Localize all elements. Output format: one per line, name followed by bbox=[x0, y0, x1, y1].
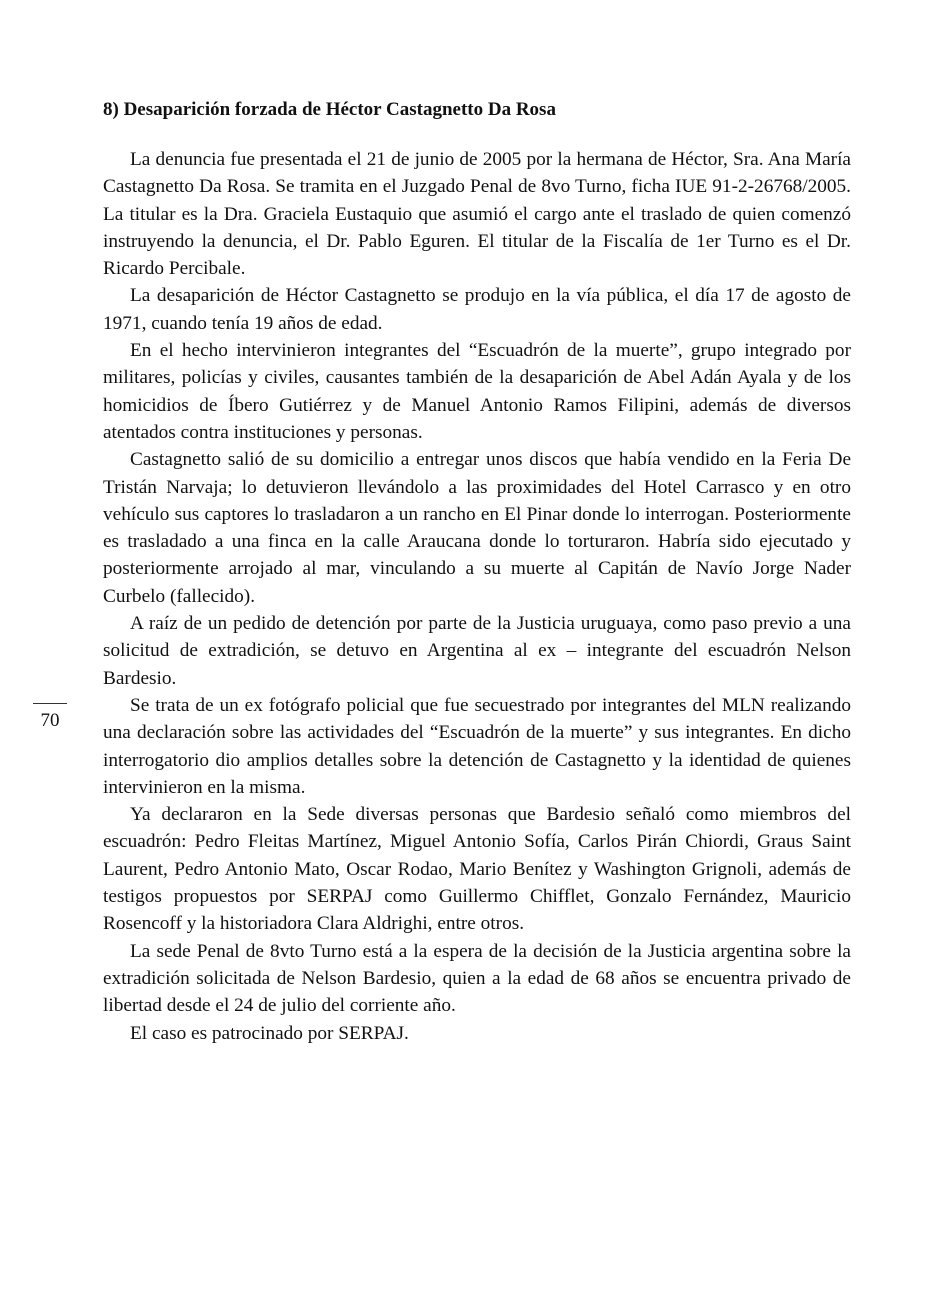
paragraph-1: La denuncia fue presentada el 21 de junio de 2005 por la hermana de Héctor, Sra. Ana María Castagnetto Da Rosa. Se tramita en el Juzgado Penal de 8vo Turno, ficha IUE 91-2-26768/2005. La titular es la Dra. Graciela Eustaquio que asumió el cargo ante el traslado de quien comenzó instruyendo la denuncia, el Dr. Pablo Eguren. El titular de la Fiscalía de 1er Turno es el Dr. Ricardo Percibale. bbox=[103, 149, 851, 280]
paragraph-9: El caso es patrocinado por SERPAJ. bbox=[130, 1022, 409, 1044]
paragraph-4: Castagnetto salió de su domicilio a entregar unos discos que había vendido en la Feria De Tristán Narvaja; lo detuvieron llevándolo a las proximidades del Hotel Carrasco y en otro vehículo sus captores lo trasladaron a un rancho en El Pinar donde lo interrogan. Posteriormente es trasladado a una finca en la calle Araucana donde lo torturaron. Habría sido ejecutado y posteriormente arrojado al mar, vinculando a su muerte al Capitán de Navío Jorge Nader Curbelo (fallecido). bbox=[103, 449, 851, 607]
paragraph-6: Se trata de un ex fotógrafo policial que fue secuestrado por integrantes del MLN realizando una declaración sobre las actividades del “Escuadrón de la muerte” y sus integrantes. En dicho interrogatorio dio amplios detalles sobre la detención de Castagnetto y la identidad de quienes intervinieron en la misma. bbox=[103, 694, 851, 798]
paragraph-5: A raíz de un pedido de detención por parte de la Justicia uruguaya, como paso previo a una solicitud de extradición, se detuvo en Argentina al ex – integrante del escuadrón Nelson Bardesio. bbox=[103, 613, 851, 689]
document-page bbox=[103, 96, 851, 1047]
paragraph-7: Ya declararon en la Sede diversas personas que Bardesio señaló como miembros del escuadrón: Pedro Fleitas Martínez, Miguel Antonio Sofía, Carlos Pirán Chiordi, Graus Saint Laurent, Pedro Antonio Mato, Oscar Rodao, Mario Benítez y Washington Grignoli, además de testigos propuestos por SERPAJ como Guillermo Chifflet, Gonzalo Fernández, Mauricio Rosencoff y la historiadora Clara Aldrighi, entre otros. bbox=[103, 804, 851, 935]
section-heading: 8) Desaparición forzada de Héctor Castagnetto Da Rosa bbox=[103, 99, 556, 120]
paragraph-2: La desaparición de Héctor Castagnetto se produjo en la vía pública, el día 17 de agosto de 1971, cuando tenía 19 años de edad. bbox=[103, 285, 851, 334]
page-number: 70 bbox=[40, 710, 60, 731]
paragraph-3: En el hecho intervinieron integrantes del “Escuadrón de la muerte”, grupo integrado por militares, policías y civiles, causantes también de la desaparición de Abel Adán Ayala y de los homicidios de Íbero Gutiérrez y de Manuel Antonio Ramos Filipini, además de diversos atentados contra instituciones y personas. bbox=[103, 340, 851, 443]
paragraph-8: La sede Penal de 8vto Turno está a la espera de la decisión de la Justicia argentina sobre la extradición solicitada de Nelson Bardesio, quien a la edad de 68 años se encuentra privado de libertad desde el 24 de julio del corriente año. bbox=[103, 940, 851, 1017]
page-number-rule bbox=[33, 703, 67, 704]
